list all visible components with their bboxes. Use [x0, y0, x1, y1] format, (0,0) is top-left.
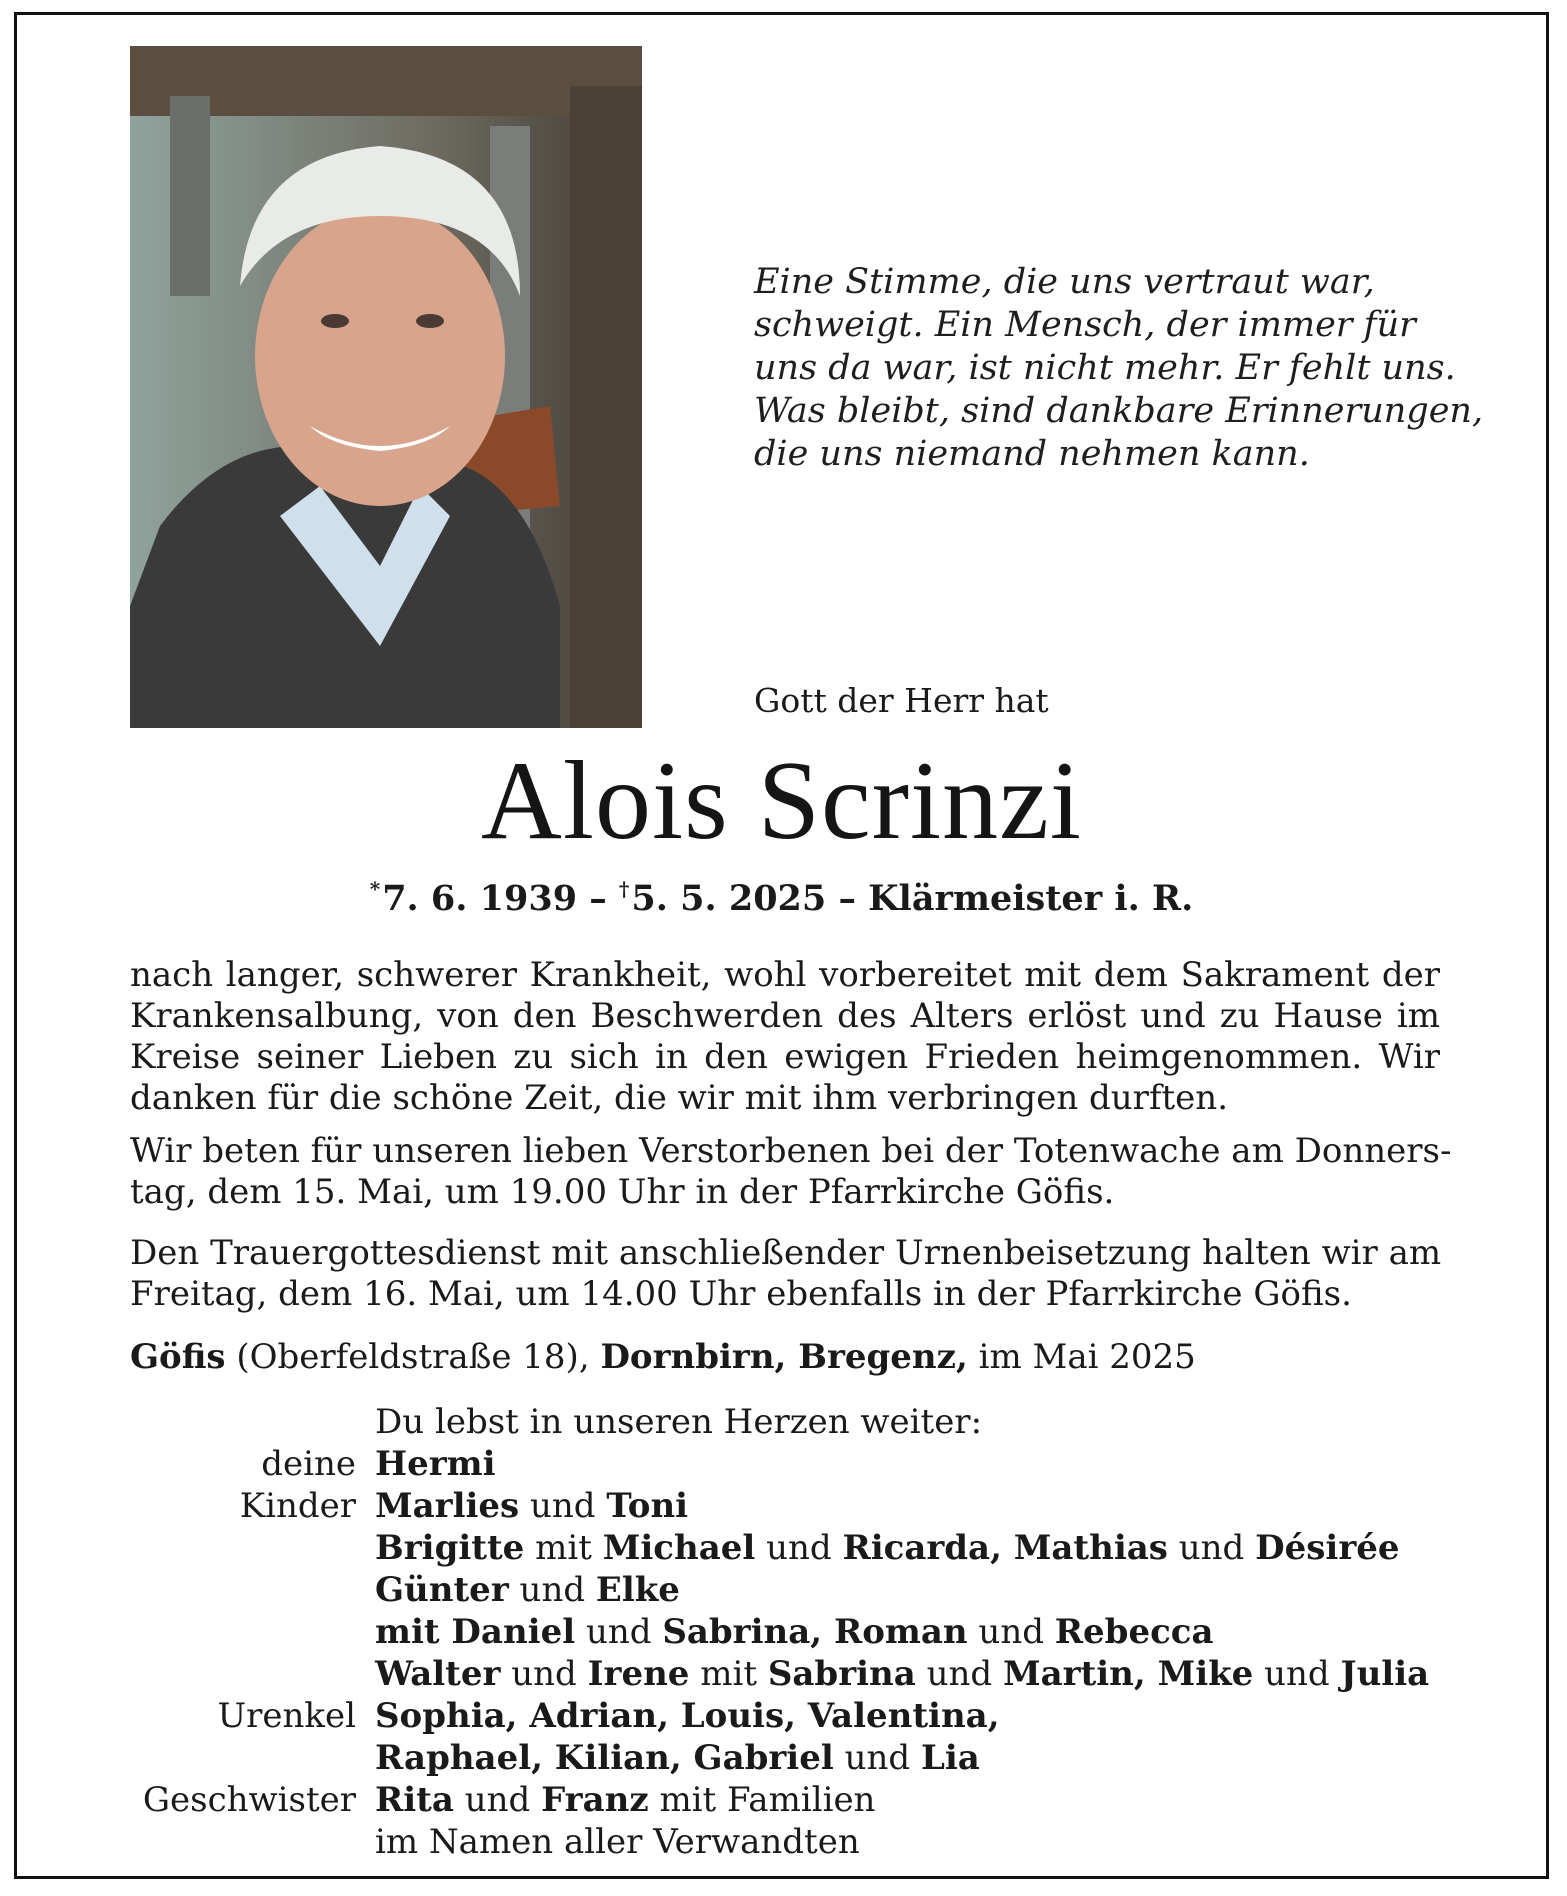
intro-text: Gott der Herr hat: [754, 681, 1049, 720]
person-name: Hermi: [375, 1444, 496, 1484]
person-name: Martin, Mike: [1002, 1654, 1254, 1694]
conjunction: und: [926, 1654, 993, 1694]
great-grandchildren-row: [375, 1737, 980, 1779]
date-separator: –: [838, 878, 856, 919]
paragraph-line: nach langer, schwerer Krankheit, wohl vorbereitet mit dem Sakrament der: [130, 955, 1440, 995]
paragraph-line: Freitag, dem 16. Mai, um 14.00 Uhr ebenfalls in der Pfarrkirche Göfis.: [130, 1274, 1352, 1314]
person-name: Rita: [375, 1780, 454, 1820]
quote-line: schweigt. Ein Mensch, der immer für: [754, 305, 1416, 345]
conjunction: und: [585, 1612, 652, 1652]
place-town: Göfis: [130, 1337, 226, 1377]
paragraph-death-notice: [130, 955, 1440, 1119]
paragraph-line: Den Trauergottesdienst mit anschließender Urnenbeisetzung halten wir am: [130, 1233, 1442, 1273]
person-name: Julia: [1340, 1654, 1430, 1694]
conjunction: und: [766, 1528, 832, 1568]
person-name: Brigitte: [375, 1528, 525, 1568]
conjunction: und: [1178, 1528, 1245, 1568]
death-date: 5. 5. 2025: [631, 878, 827, 919]
place-date: im Mai 2025: [978, 1337, 1196, 1377]
child-row: [375, 1653, 1429, 1695]
person-name: Rebecca: [1054, 1612, 1214, 1652]
person-name: Sophia, Adrian, Louis, Valentina,: [375, 1696, 1000, 1736]
child-row: [375, 1527, 1400, 1569]
place-address: (Oberfeldstraße 18),: [236, 1337, 590, 1377]
label-kinder: Kinder: [239, 1486, 356, 1526]
person-name: Lia: [920, 1738, 980, 1778]
great-grandchildren-row: [375, 1695, 1000, 1737]
closing-line: im Namen aller Verwandten: [375, 1822, 860, 1862]
obituary-frame: [14, 12, 1549, 1879]
person-name: Michael: [602, 1528, 756, 1568]
quote-line: Eine Stimme, die uns vertraut war,: [754, 262, 1375, 302]
paragraph-wake: [130, 1131, 1452, 1213]
person-name: Raphael, Kilian, Gabriel: [375, 1738, 834, 1778]
person-name: Désirée: [1255, 1528, 1400, 1568]
conjunction: und: [1264, 1654, 1330, 1694]
death-symbol: †: [618, 877, 630, 901]
family-list: [17, 1401, 1546, 1863]
conjunction: und: [519, 1570, 586, 1610]
conjunction: und: [530, 1486, 596, 1526]
quote-line: Was bleibt, sind dankbare Erinnerungen,: [754, 391, 1484, 431]
conjunction: mit: [535, 1528, 592, 1568]
label-geschwister: Geschwister: [142, 1780, 356, 1820]
person-name: Toni: [606, 1486, 689, 1526]
paragraph-line: Krankensalbung, von den Beschwerden des Alters erlöst und zu Hause im: [130, 996, 1440, 1036]
conjunction: mit: [700, 1654, 758, 1694]
person-name: Walter: [375, 1654, 501, 1694]
conjunction: mit Familien: [659, 1780, 876, 1820]
person-name: Sabrina: [767, 1654, 916, 1694]
conjunction: und: [511, 1654, 577, 1694]
birth-symbol: *: [369, 877, 381, 901]
life-dates: [17, 877, 1546, 919]
wife-name: [375, 1443, 496, 1485]
conjunction: und: [464, 1780, 531, 1820]
person-name: Elke: [595, 1570, 680, 1610]
child-row: [375, 1485, 688, 1527]
quote-line: die uns niemand nehmen kann.: [754, 434, 1310, 474]
person-name: mit Daniel: [375, 1612, 576, 1652]
conjunction: und: [844, 1738, 911, 1778]
conjunction: und: [978, 1612, 1044, 1652]
paragraph-funeral: [130, 1233, 1440, 1315]
paragraph-line: tag, dem 15. Mai, um 19.00 Uhr in der Pfarrkirche Göfis.: [130, 1172, 1115, 1212]
person-name: Marlies: [375, 1486, 520, 1526]
child-row: [375, 1569, 680, 1611]
portrait-photo: [130, 46, 642, 728]
label-urenkel: Urenkel: [217, 1696, 356, 1736]
deceased-name: Alois Scrinzi: [481, 739, 1082, 863]
date-separator: –: [589, 878, 607, 919]
portrait-icon: [130, 46, 642, 728]
siblings-row: [375, 1779, 875, 1821]
person-name: Ricarda, Mathias: [842, 1528, 1168, 1568]
label-deine: deine: [261, 1444, 356, 1484]
paragraph-line: Kreise seiner Lieben zu sich in den ewigen Frieden heimgenommen. Wir: [130, 1037, 1440, 1077]
person-name: Franz: [541, 1780, 649, 1820]
person-name: Günter: [375, 1570, 509, 1610]
person-name: Sabrina, Roman: [662, 1612, 968, 1652]
paragraph-line: danken für die schöne Zeit, die wir mit ihm verbringen durften.: [130, 1078, 1229, 1118]
place-others: Dornbirn, Bregenz,: [600, 1337, 968, 1377]
quote-line: uns da war, ist nicht mehr. Er fehlt uns.: [754, 348, 1456, 388]
person-name: Irene: [587, 1654, 690, 1694]
profession: Klärmeister i. R.: [868, 878, 1194, 919]
family-heading: Du lebst in unseren Herzen weiter:: [375, 1402, 983, 1442]
place-and-date: [130, 1337, 1196, 1377]
child-row: [375, 1611, 1214, 1653]
paragraph-line: Wir beten für unseren lieben Verstorbenen bei der Totenwache am Donners-: [130, 1131, 1452, 1171]
birth-date: 7. 6. 1939: [382, 878, 578, 919]
memorial-quote: [754, 261, 1484, 476]
